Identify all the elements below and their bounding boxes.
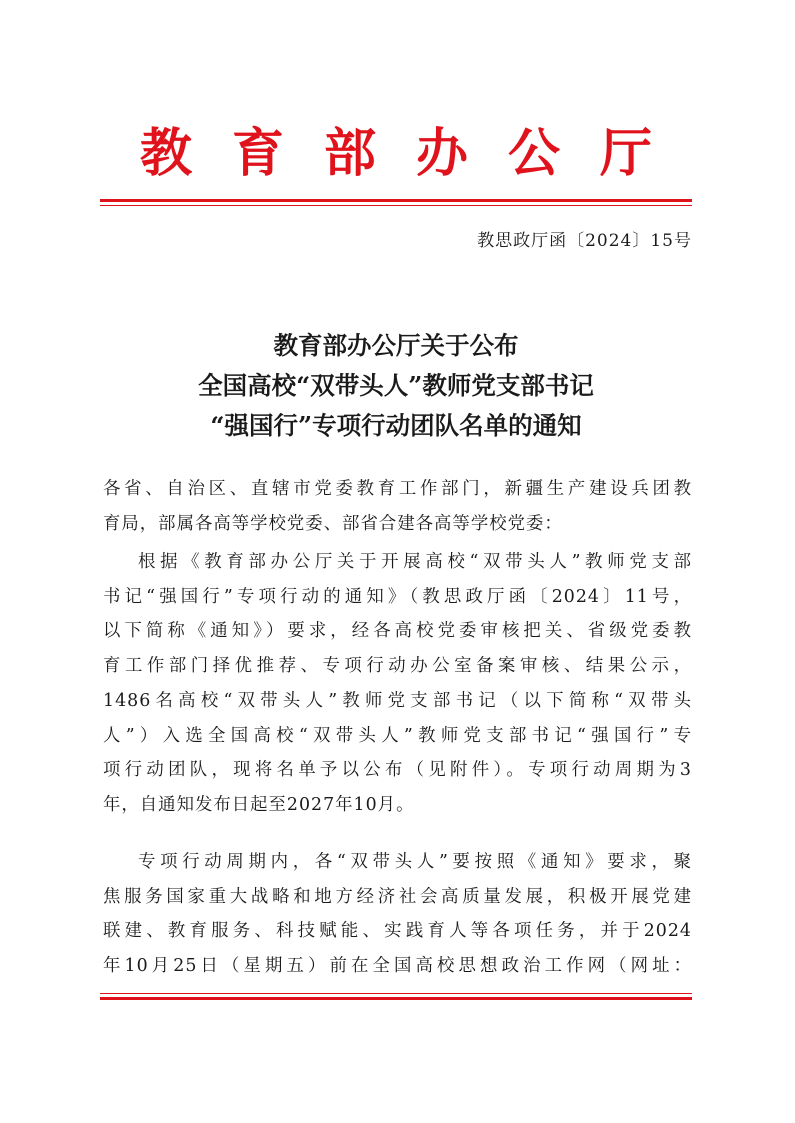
paragraph-2 [103, 845, 692, 984]
paragraph-line: 联建、教育服务、科技赋能、实践育人等各项任务，并于2024 [103, 921, 692, 942]
document-number: 教思政厅函〔2024〕15号 [477, 231, 692, 251]
title-line-3: “强国行”专项行动团队名单的通知 [210, 411, 582, 440]
masthead-divider [100, 199, 692, 206]
paragraph-line: 项行动团队，现将名单予以公布（见附件）。专项行动周期为3 [103, 760, 692, 781]
paragraph-line: 年10月25日（星期五）前在全国高校思想政治工作网（网址： [103, 956, 692, 977]
addressee-block [103, 472, 692, 541]
paragraph-line: 专项行动周期内，各“双带头人”要按照《通知》要求，聚 [138, 852, 692, 872]
paragraph-line: 书记“强国行”专项行动的通知》（教思政厅函〔2024〕11号， [103, 586, 692, 607]
paragraph-line: 1486名高校“双带头人”教师党支部书记（以下简称“双带头 [103, 690, 692, 711]
paragraph-line: 以下简称《通知》）要求，经各高校党委审核把关、省级党委教 [103, 621, 692, 642]
paragraph-line: 根据《教育部办公厅关于开展高校“双带头人”教师党支部 [138, 552, 692, 572]
paragraph-1 [103, 545, 692, 823]
document-title [100, 326, 692, 446]
paragraph-line: 年，自通知发布日起至2027年10月。 [103, 794, 415, 815]
issuer-masthead: 教育部办公厅 [140, 123, 693, 184]
title-line-2: 全国高校“双带头人”教师党支部书记 [198, 371, 594, 400]
paragraph-line: 育工作部门择优推荐、专项行动办公室备案审核、结果公示， [103, 656, 692, 677]
paragraph-line: 人”）入选全国高校“双带头人”教师党支部书记“强国行”专 [103, 725, 692, 746]
footer-divider [100, 993, 692, 1000]
addressee-line: 育局，部属各高等学校党委、部省合建各高等学校党委： [103, 513, 563, 534]
paragraph-line: 焦服务国家重大战略和地方经济社会高质量发展，积极开展党建 [103, 886, 692, 907]
addressee-line: 各省、自治区、直辖市党委教育工作部门，新疆生产建设兵团教 [103, 479, 692, 499]
title-line-1: 教育部办公厅关于公布 [273, 331, 519, 360]
